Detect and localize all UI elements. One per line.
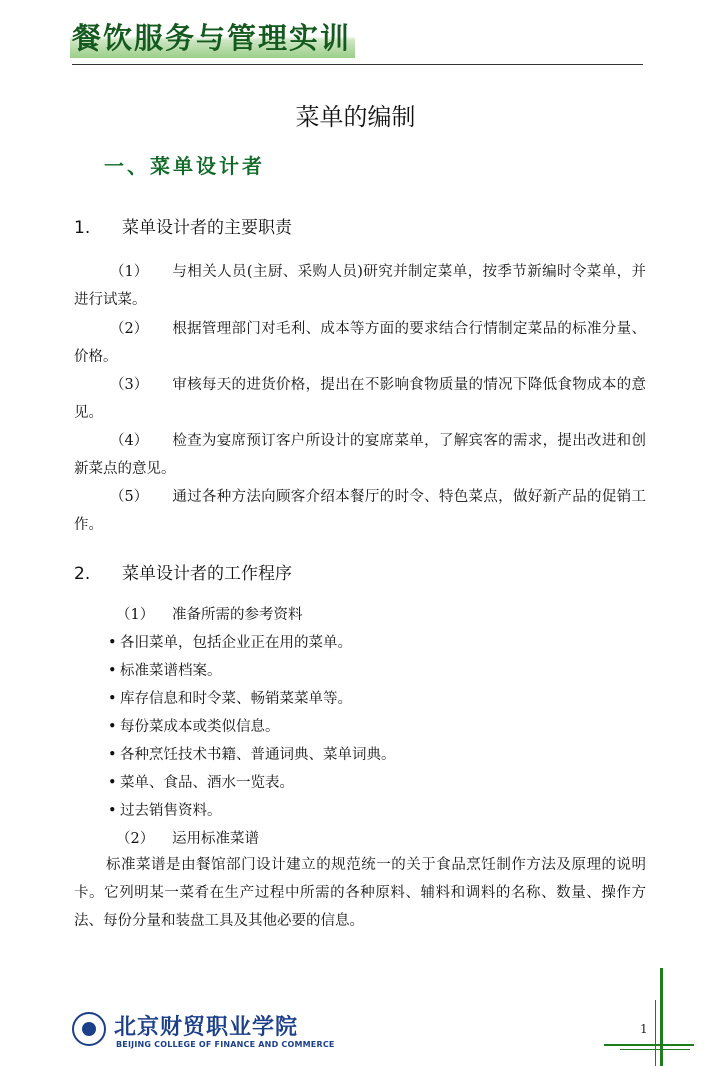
school-name-en: BEIJING COLLEGE OF FINANCE AND COMMERCE — [116, 1040, 335, 1049]
corner-line-vertical — [660, 968, 663, 1066]
bullet-dot: • — [108, 775, 117, 791]
step-label: （2） — [116, 831, 155, 847]
header-title: 餐饮服务与管理实训 — [70, 18, 355, 58]
list-item — [108, 633, 352, 653]
duty-label: （3） — [110, 377, 149, 393]
bullet-dot: • — [108, 663, 117, 679]
subheading-procedure — [74, 559, 292, 584]
header-divider — [72, 64, 643, 65]
list-item — [108, 661, 222, 681]
list-item — [108, 745, 396, 765]
bullet-dot: • — [108, 747, 117, 763]
bullet-dot: • — [108, 719, 117, 735]
list-item-text: 标准菜谱档案。 — [120, 663, 222, 679]
list-item — [108, 801, 222, 821]
procedure-step — [116, 829, 259, 849]
duty-label: （5） — [110, 489, 149, 505]
list-item-text: 库存信息和时令菜、畅销菜菜单等。 — [120, 691, 352, 707]
corner-line-vertical-thin — [655, 1000, 656, 1066]
corner-line-horizontal-thin — [620, 1049, 690, 1050]
duty-item — [74, 483, 646, 539]
page-number: 1 — [640, 1022, 648, 1036]
document-title: 菜单的编制 — [295, 103, 416, 131]
duty-text: 通过各种方法向顾客介绍本餐厅的时令、特色菜点，做好新产品的促销工作。 — [74, 489, 646, 533]
duty-item — [74, 371, 646, 427]
list-item — [108, 717, 280, 737]
procedure-step — [116, 605, 303, 625]
duty-text: 检查为宴席预订客户所设计的宴席菜单，了解宾客的需求，提出改进和创新菜点的意见。 — [74, 433, 646, 477]
list-item-text: 过去销售资料。 — [120, 803, 222, 819]
step-text: 准备所需的参考资料 — [172, 607, 303, 623]
list-item-text: 各旧菜单，包括企业正在用的菜单。 — [120, 635, 352, 651]
subheading-text: 菜单设计者的主要职责 — [122, 218, 292, 238]
subheading-duties — [74, 213, 292, 238]
duty-item — [74, 427, 646, 483]
duty-item — [74, 315, 646, 371]
body-paragraph: 标准菜谱是由餐馆部门设计建立的规范统一的关于食品烹饪制作方法及原理的说明卡。它列明某一菜肴在生产过程中所需的各种原料、辅料和调料的名称、数量、操作方法、每份分量和装盘工具及其他必要的信息。 — [74, 857, 646, 929]
subheading-number: 2. — [74, 564, 91, 584]
section-heading: 一、菜单设计者 — [104, 154, 265, 178]
bullet-dot: • — [108, 691, 117, 707]
duty-text: 审核每天的进货价格，提出在不影响食物质量的情况下降低食物成本的意见。 — [74, 377, 646, 421]
duty-label: （2） — [110, 321, 149, 337]
step-label: （1） — [116, 607, 155, 623]
school-seal-icon — [72, 1012, 106, 1046]
list-item — [108, 773, 294, 793]
bullet-dot: • — [108, 635, 117, 651]
duty-item — [74, 258, 646, 314]
list-item-text: 每份菜成本或类似信息。 — [120, 719, 280, 735]
subheading-number: 1. — [74, 218, 91, 238]
duty-text: 与相关人员(主厨、采购人员)研究并制定菜单，按季节新编时令菜单，并进行试菜。 — [74, 264, 646, 308]
duty-text: 根据管理部门对毛利、成本等方面的要求结合行情制定菜品的标准分量、价格。 — [74, 321, 646, 365]
list-item-text: 菜单、食品、酒水一览表。 — [120, 775, 294, 791]
subheading-text: 菜单设计者的工作程序 — [122, 564, 292, 584]
duty-label: （1） — [110, 264, 149, 280]
list-item-text: 各种烹饪技术书籍、普通词典、菜单词典。 — [120, 747, 396, 763]
duty-label: （4） — [110, 433, 149, 449]
step-text: 运用标准菜谱 — [172, 831, 259, 847]
bullet-dot: • — [108, 803, 117, 819]
school-name-cn: 北京财贸职业学院 — [114, 1015, 299, 1040]
list-item — [108, 689, 352, 709]
corner-line-horizontal — [604, 1044, 694, 1046]
